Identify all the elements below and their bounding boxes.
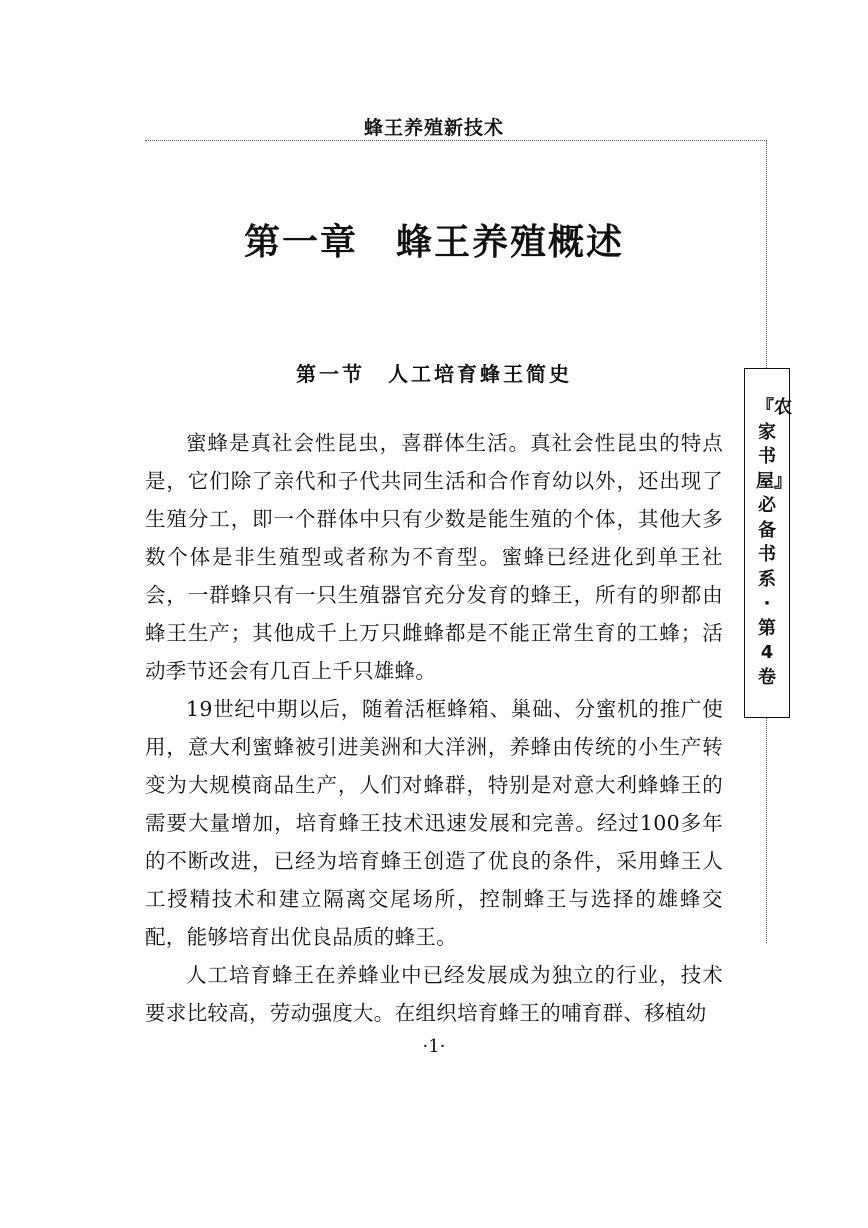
margin-dotted-rule-bottom — [766, 718, 767, 943]
body-text — [145, 424, 723, 1032]
paragraph: 人工培育蜂王在养蜂业中已经发展成为独立的行业，技术要求比较高，劳动强度大。在组织培育蜂王的哺育群、移植幼 — [145, 963, 723, 1025]
section-title: 第一节 人工培育蜂王简史 — [296, 362, 572, 386]
paragraph: 19世纪中期以后，随着活框蜂箱、巢础、分蜜机的推广使用，意大利蜜蜂被引进美洲和大洋洲，养蜂由传统的小生产转变为大规模商品生产，人们对蜂群，特别是对意大利蜂蜂王的需要大量增加，培育蜂王技术迅速发展和完善。经过100多年的不断改进，已经为培育蜂王创造了优良的条件，采用蜂王人工授精技术和建立隔离交尾场所，控制蜂王与选择的雄蜂交配，能够培育出优良品质的蜂王。 — [145, 697, 723, 949]
series-label-box — [744, 368, 790, 718]
running-head: 蜂王养殖新技术 — [363, 117, 504, 139]
page-number: ·1· — [422, 1036, 446, 1057]
paragraph: 蜜蜂是真社会性昆虫，喜群体生活。真社会性昆虫的特点是，它们除了亲代和子代共同生活和合作育幼以外，还出现了生殖分工，即一个群体中只有少数是能生殖的个体，其他大多数个体是非生殖型或者称为不育型。蜜蜂已经进化到单王社会，一群蜂只有一只生殖器官充分发育的蜂王，所有的卵都由蜂王生产；其他成千上万只雌蜂都是不能正常生育的工蜂；活动季节还会有几百上千只雄蜂。 — [145, 431, 723, 683]
header-dotted-rule — [145, 140, 767, 141]
chapter-title: 第一章 蜂王养殖概述 — [243, 221, 624, 263]
series-label: 『农家书屋』必备书系·第4卷 — [756, 397, 792, 688]
